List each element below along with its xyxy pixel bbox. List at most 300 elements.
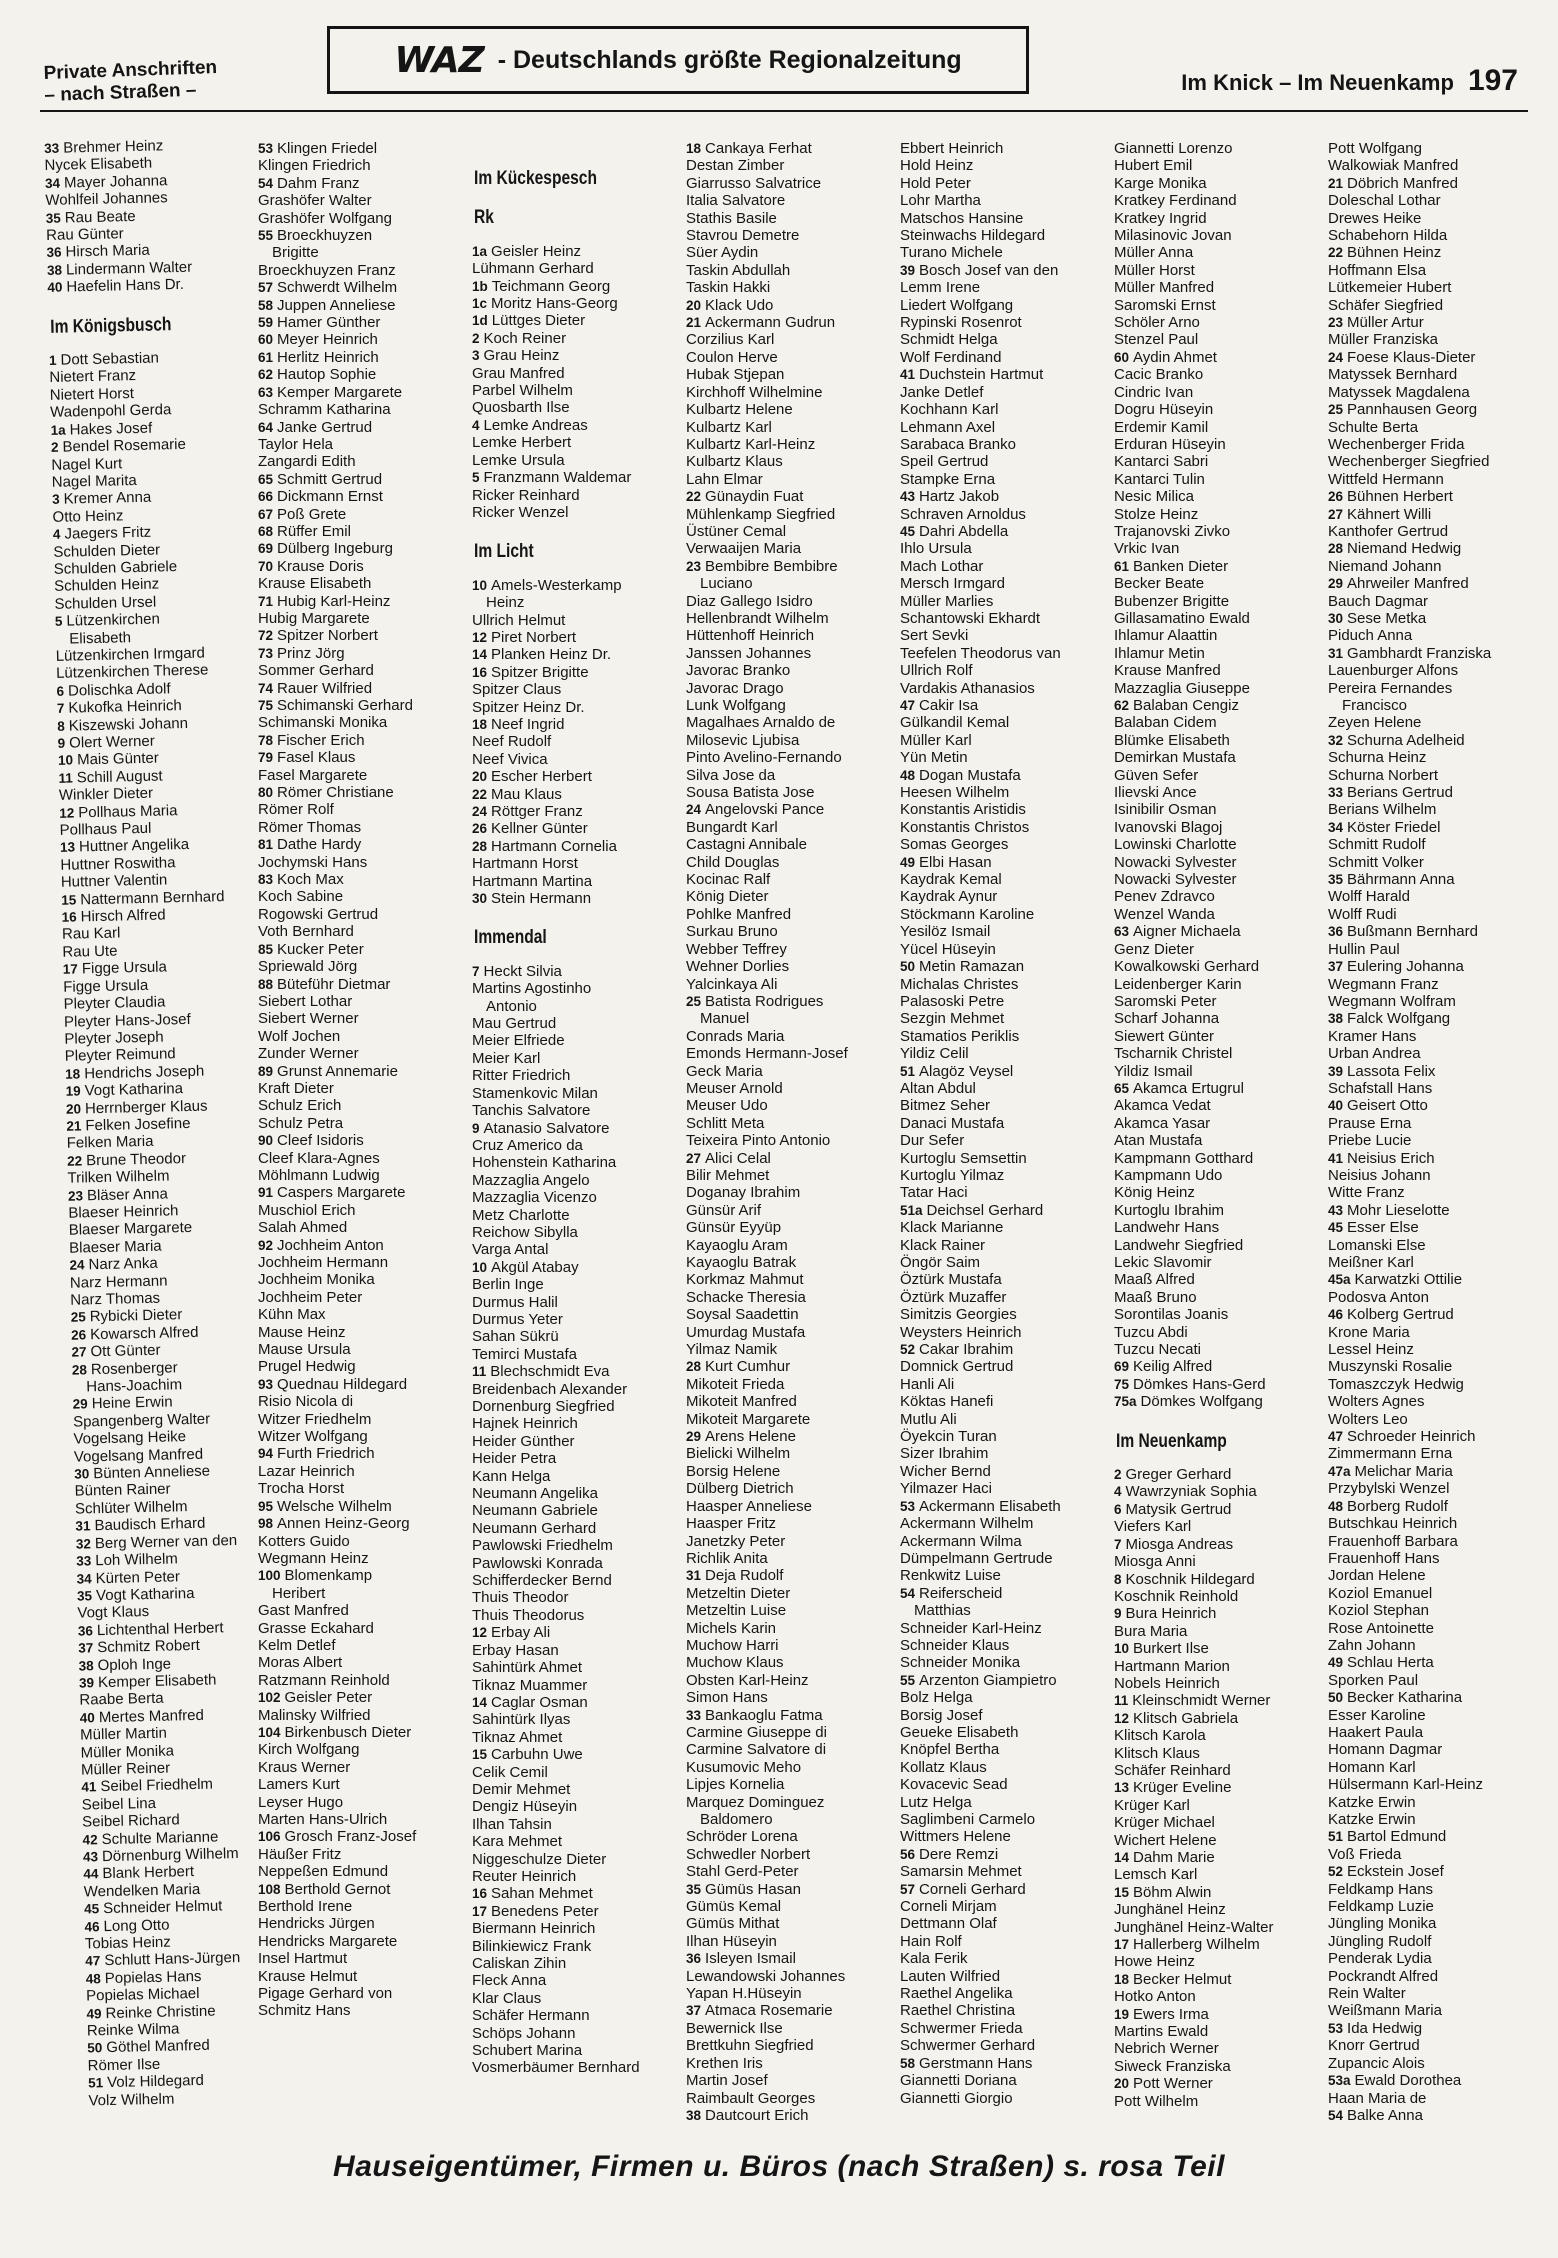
directory-entry xyxy=(1328,1498,1530,1515)
house-number: 21 xyxy=(66,1118,82,1134)
directory-entry xyxy=(900,1184,1102,1201)
directory-entry xyxy=(258,976,460,993)
directory-column xyxy=(900,140,1102,2120)
directory-entry xyxy=(472,1990,674,2007)
resident-name: Koch Reiner xyxy=(483,329,567,347)
house-number: 38 xyxy=(686,2107,702,2120)
resident-name: Pleyter Joseph xyxy=(64,1028,164,1048)
directory-entry xyxy=(900,680,1102,697)
resident-name: Blaeser Heinrich xyxy=(68,1202,179,1222)
resident-name: Krause Doris xyxy=(277,557,364,575)
resident-name: Borberg Rudolf xyxy=(1347,1497,1448,1515)
resident-name: Ahrweiler Manfred xyxy=(1347,575,1469,593)
resident-name: Ott Günter xyxy=(90,1341,161,1361)
resident-name: Kara Mehmet xyxy=(472,1833,563,1851)
resident-name: Müller Reiner xyxy=(80,1759,171,1779)
directory-entry xyxy=(258,1550,460,1567)
resident-name: Pott Wilhelm xyxy=(1114,2092,1199,2110)
resident-name: Blank Herbert xyxy=(102,1863,195,1883)
resident-name: Spitzer Brigitte xyxy=(491,663,589,681)
resident-name: Kolberg Gertrud xyxy=(1347,1306,1454,1324)
directory-entry xyxy=(900,1341,1102,1358)
resident-name: Duchstein Hartmut xyxy=(919,366,1044,384)
resident-name: Lazar Heinrich xyxy=(258,1462,355,1480)
directory-entry xyxy=(1114,1483,1316,1500)
resident-name: Priebe Lucie xyxy=(1328,1132,1412,1150)
resident-name: Koch Sabine xyxy=(258,888,344,906)
resident-name: Taskin Hakki xyxy=(686,279,771,297)
house-number: 17 xyxy=(472,1903,488,1919)
house-number: 49 xyxy=(900,854,916,870)
directory-entry xyxy=(900,1097,1102,1114)
resident-name: Javorac Drago xyxy=(686,679,784,697)
house-number: 65 xyxy=(1114,1080,1130,1096)
resident-name: Giannetti Giorgio xyxy=(900,2089,1013,2107)
resident-name: Vardakis Athanasios xyxy=(900,679,1035,697)
resident-name: Rau Karl xyxy=(61,924,121,944)
resident-name: Taylor Hela xyxy=(258,435,334,453)
resident-name: Gümüs Hasan xyxy=(705,1880,801,1898)
directory-entry xyxy=(1114,331,1316,348)
house-number: 35 xyxy=(1328,872,1344,888)
house-number: 20 xyxy=(472,769,488,785)
resident-name: Lützenkirchen Therese xyxy=(55,661,209,683)
house-number: 64 xyxy=(258,419,274,435)
resident-name: Dahri Abdella xyxy=(919,522,1009,540)
directory-entry xyxy=(472,2025,674,2042)
resident-name: Sorontilas Joanis xyxy=(1114,1306,1229,1324)
entry-continuation xyxy=(472,998,674,1015)
house-number: 2 xyxy=(1114,1467,1122,1483)
resident-name: Neef Vivica xyxy=(472,750,548,768)
resident-name: Borsig Helene xyxy=(686,1462,781,1480)
directory-entry xyxy=(1114,906,1316,923)
resident-name: Erbay Hasan xyxy=(472,1641,559,1659)
resident-name: Saromski Peter xyxy=(1114,992,1217,1010)
resident-name: Rosenberger xyxy=(90,1358,178,1378)
house-number: 31 xyxy=(686,1568,702,1584)
directory-entry xyxy=(900,558,1102,575)
resident-name: Mais Günter xyxy=(76,749,159,769)
directory-entry xyxy=(900,1637,1102,1654)
directory-entry xyxy=(258,1759,460,1776)
directory-entry xyxy=(686,680,888,697)
resident-name: Lützenkirchen xyxy=(66,610,161,630)
directory-entry xyxy=(900,244,1102,261)
resident-name: Stolze Heinz xyxy=(1114,505,1199,523)
directory-entry xyxy=(900,262,1102,279)
directory-entry xyxy=(1114,1045,1316,1062)
directory-entry xyxy=(686,1324,888,1341)
resident-name: Meier Elfriede xyxy=(472,1032,565,1050)
resident-name: Herrnberger Klaus xyxy=(84,1097,208,1117)
resident-name: Kampmann Gotthard xyxy=(1114,1149,1254,1167)
directory-entry xyxy=(258,384,460,401)
resident-name: Kukofka Heinrich xyxy=(68,697,182,717)
directory-entry xyxy=(258,1428,460,1445)
house-number: 108 xyxy=(258,1881,281,1897)
resident-name: Schwerdt Wilhelm xyxy=(277,279,398,297)
resident-name: Magalhaes Arnaldo de xyxy=(686,714,836,732)
resident-name: Möhlmann Ludwig xyxy=(258,1166,380,1184)
resident-name: Seibel Richard xyxy=(81,1811,180,1831)
directory-entry xyxy=(1114,1028,1316,1045)
directory-entry xyxy=(1328,540,1530,557)
resident-name: Blümke Elisabeth xyxy=(1114,731,1230,749)
directory-entry xyxy=(472,1311,674,1328)
resident-name: Milasinovic Jovan xyxy=(1114,227,1232,245)
directory-entry xyxy=(1114,1306,1316,1323)
directory-entry xyxy=(1328,436,1530,453)
directory-entry xyxy=(1114,384,1316,401)
directory-entry xyxy=(472,1711,674,1728)
resident-name: Akgül Atabay xyxy=(491,1258,579,1276)
house-number: 34 xyxy=(44,175,61,191)
house-number: 31 xyxy=(75,1518,91,1534)
resident-name: Jaegers Fritz xyxy=(64,523,152,543)
resident-name: Child Douglas xyxy=(686,853,780,871)
directory-entry xyxy=(1114,1745,1316,1762)
resident-name: Bolz Helga xyxy=(900,1689,973,1707)
house-number: 55 xyxy=(900,1672,916,1688)
resident-name: Prinz Jörg xyxy=(277,644,345,662)
resident-name: Corzilius Karl xyxy=(686,331,775,349)
house-number: 1d xyxy=(472,313,488,329)
directory-entry xyxy=(1328,2072,1530,2089)
resident-name: Kemper Margarete xyxy=(277,383,403,401)
house-number: 62 xyxy=(1114,698,1130,713)
resident-name: Falck Wolfgang xyxy=(1347,1010,1451,1028)
house-number: 24 xyxy=(69,1257,85,1273)
directory-entry xyxy=(900,714,1102,731)
directory-entry xyxy=(472,2042,674,2059)
resident-name: Schöps Johann xyxy=(472,2024,576,2042)
street-heading: Im Königsbusch xyxy=(50,313,172,338)
directory-entry xyxy=(472,980,674,997)
resident-name: Müller Franziska xyxy=(1328,331,1439,349)
resident-name: Becker Helmut xyxy=(1133,1970,1232,1988)
directory-entry xyxy=(258,1689,460,1706)
resident-name: Ackermann Wilma xyxy=(900,1532,1022,1550)
resident-name: Ivanovski Blagoj xyxy=(1114,818,1223,836)
house-number: 27 xyxy=(71,1344,87,1360)
house-number: 63 xyxy=(1114,924,1130,940)
house-number: 88 xyxy=(258,976,274,992)
resident-name: Ewald Dorothea xyxy=(1354,2072,1462,2090)
resident-name: Geck Maria xyxy=(686,1062,763,1080)
resident-name: Schmitz Hans xyxy=(258,2002,351,2020)
resident-name: Tobias Heinz xyxy=(84,1933,172,1953)
directory-entry xyxy=(1114,1692,1316,1709)
resident-name: Cleef Klara-Agnes xyxy=(258,1149,380,1167)
resident-name: Figge Ursula xyxy=(81,958,168,978)
house-number: 9 xyxy=(1114,1606,1122,1622)
directory-entry xyxy=(1328,1515,1530,1532)
directory-entry xyxy=(258,1672,460,1689)
resident-name: Seibel Lina xyxy=(81,1794,157,1814)
directory-column xyxy=(472,140,674,2120)
resident-name: Wendelken Maria xyxy=(83,1880,201,1901)
directory-entry xyxy=(686,1602,888,1619)
resident-name: Geueke Elisabeth xyxy=(900,1723,1019,1741)
resident-name: Müller Karl xyxy=(900,731,972,749)
directory-entry xyxy=(472,1224,674,1241)
resident-name: Yesilöz Ismail xyxy=(900,923,991,941)
house-number: 54 xyxy=(258,175,274,191)
house-number: 28 xyxy=(71,1361,88,1378)
directory-entry xyxy=(258,714,460,731)
directory-entry xyxy=(472,1259,674,1276)
resident-name: Carbuhn Uwe xyxy=(491,1746,583,1764)
house-number: 29 xyxy=(72,1396,88,1413)
directory-entry xyxy=(900,1776,1102,1793)
resident-name: Bühnen Heinz xyxy=(1347,244,1442,262)
resident-name: Brune Theodor xyxy=(86,1149,187,1170)
resident-name: Brettkuhn Siegfried xyxy=(686,2037,814,2055)
resident-name: Schäfer Reinhard xyxy=(1114,1761,1231,1779)
resident-name: Karge Monika xyxy=(1114,174,1207,192)
house-number: 51a xyxy=(900,1202,923,1218)
resident-name: Doganay Ibrahim xyxy=(686,1184,801,1202)
directory-entry xyxy=(686,1080,888,1097)
directory-entry xyxy=(1328,349,1530,366)
house-number: 37 xyxy=(78,1640,94,1656)
directory-entry xyxy=(900,923,1102,940)
directory-entry xyxy=(900,871,1102,888)
directory-entry xyxy=(258,627,460,644)
directory-entry xyxy=(472,1502,674,1519)
resident-name: Cankaya Ferhat xyxy=(705,140,812,157)
directory-entry xyxy=(1114,645,1316,662)
resident-name: Heine Erwin xyxy=(91,1393,173,1413)
directory-entry xyxy=(686,1724,888,1741)
resident-name: Welsche Wilhelm xyxy=(277,1497,392,1515)
resident-name: Kürten Peter xyxy=(95,1567,181,1587)
directory-entry xyxy=(686,2090,888,2107)
resident-name: Felken Maria xyxy=(66,1133,154,1153)
directory-entry xyxy=(258,1080,460,1097)
house-number: 16 xyxy=(472,664,488,680)
house-number: 23 xyxy=(67,1187,84,1204)
house-number: 5 xyxy=(472,470,480,486)
resident-name: Grau Manfred xyxy=(472,364,565,382)
directory-entry xyxy=(1328,1271,1530,1288)
resident-name: Ullrich Rolf xyxy=(900,662,973,680)
directory-entry xyxy=(258,1463,460,1480)
resident-name: Piduch Anna xyxy=(1328,627,1413,645)
directory-entry xyxy=(686,401,888,418)
resident-name: Wegmann Franz xyxy=(1328,975,1439,993)
resident-name: Kulbartz Karl xyxy=(686,418,772,436)
resident-name: Moritz Hans-Georg xyxy=(491,295,618,313)
directory-entry xyxy=(472,1972,674,1989)
resident-name: Simon Hans xyxy=(686,1689,768,1707)
house-number: 33 xyxy=(76,1553,92,1569)
directory-entry xyxy=(472,1868,674,1885)
directory-entry xyxy=(686,2037,888,2054)
directory-entry xyxy=(1328,1915,1530,1932)
resident-name: Janssen Johannes xyxy=(686,644,812,662)
resident-name: Kelm Detlef xyxy=(258,1636,336,1654)
directory-entry xyxy=(900,1445,1102,1462)
resident-name: Tscharnik Christel xyxy=(1114,1045,1233,1063)
header-rule xyxy=(40,110,1528,112)
resident-name: Heinz xyxy=(486,594,525,612)
house-number: 36 xyxy=(1328,924,1344,940)
resident-name: Spitzer Heinz Dr. xyxy=(472,698,585,716)
directory-entry xyxy=(472,1938,674,1955)
directory-entry xyxy=(1114,2093,1316,2110)
resident-name: Salah Ahmed xyxy=(258,1219,348,1237)
resident-name: Weißmann Maria xyxy=(1328,2002,1442,2020)
resident-name: Arens Helene xyxy=(705,1428,796,1446)
directory-entry xyxy=(686,993,888,1010)
resident-name: Lauenburger Alfons xyxy=(1328,662,1459,680)
resident-name: Hotko Anton xyxy=(1114,1988,1196,2006)
directory-entry xyxy=(900,192,1102,209)
resident-name: Silva Jose da xyxy=(686,766,776,784)
resident-name: Muchow Harri xyxy=(686,1636,779,1654)
directory-entry xyxy=(1114,1518,1316,1535)
resident-name: Dahm Franz xyxy=(277,174,360,192)
directory-entry xyxy=(47,275,249,297)
directory-entry xyxy=(258,1376,460,1393)
resident-name: Schantowski Ekhardt xyxy=(900,609,1041,627)
resident-name: Doleschal Lothar xyxy=(1328,192,1441,210)
resident-name: Hans-Joachim xyxy=(86,1376,183,1396)
house-number: 69 xyxy=(258,541,274,557)
directory-entry xyxy=(1328,314,1530,331)
resident-name: Öztürk Mustafa xyxy=(900,1271,1002,1289)
directory-entry xyxy=(1114,1605,1316,1622)
resident-name: Römer Rolf xyxy=(258,801,334,819)
house-number: 48 xyxy=(900,767,916,783)
resident-name: Yücel Hüseyin xyxy=(900,940,996,958)
resident-name: Stamatios Periklis xyxy=(900,1027,1020,1045)
house-number: 21 xyxy=(686,315,702,331)
resident-name: Martin Josef xyxy=(686,2072,768,2090)
resident-name: Koziol Emanuel xyxy=(1328,1584,1433,1602)
resident-name: Kemper Elisabeth xyxy=(97,1671,217,1692)
directory-entry xyxy=(1114,1919,1316,1936)
resident-name: Kiszewski Johann xyxy=(68,714,189,735)
resident-name: Niemand Johann xyxy=(1328,557,1442,575)
directory-entry xyxy=(258,958,460,975)
resident-name: Lahn Elmar xyxy=(686,470,763,488)
directory-entry xyxy=(900,1846,1102,1863)
resident-name: Annen Heinz-Georg xyxy=(277,1515,410,1533)
section-title xyxy=(43,57,218,107)
directory-entry xyxy=(1328,1132,1530,1149)
directory-entry xyxy=(472,1120,674,1137)
directory-entry xyxy=(900,801,1102,818)
house-number: 35 xyxy=(45,210,61,226)
resident-name: Lauten Wilfried xyxy=(900,1967,1001,1985)
house-number: 19 xyxy=(1114,2006,1130,2022)
directory-entry xyxy=(472,873,674,890)
resident-name: Hamer Günther xyxy=(277,314,381,332)
resident-name: Spangenberg Walter xyxy=(72,1410,211,1431)
house-number: 21 xyxy=(1328,175,1344,191)
resident-name: Pawlowski Friedhelm xyxy=(472,1537,613,1555)
directory-entry xyxy=(1114,1115,1316,1132)
house-number: 36 xyxy=(686,1951,702,1967)
directory-entry xyxy=(1328,1741,1530,1758)
directory-entry xyxy=(686,749,888,766)
resident-name: Lindermann Walter xyxy=(65,258,193,279)
resident-name: Kann Helga xyxy=(472,1467,551,1485)
directory-entry xyxy=(1114,1675,1316,1692)
resident-name: König Heinz xyxy=(1114,1184,1195,1202)
resident-name: Vogt Katharina xyxy=(84,1080,184,1100)
resident-name: Balke Anna xyxy=(1347,2106,1423,2120)
resident-name: Hohenstein Katharina xyxy=(472,1154,617,1172)
resident-name: Kirchhoff Wilhelmine xyxy=(686,383,823,401)
directory-entry xyxy=(1114,2058,1316,2075)
directory-entry xyxy=(686,1533,888,1550)
resident-name: Witte Franz xyxy=(1328,1184,1405,1202)
resident-name: Dott Sebastian xyxy=(60,349,160,369)
directory-entry xyxy=(1114,1710,1316,1727)
resident-name: Genz Dieter xyxy=(1114,940,1195,958)
directory-entry xyxy=(900,314,1102,331)
directory-entry xyxy=(1328,662,1530,679)
resident-name: Yilmazer Haci xyxy=(900,1480,992,1498)
resident-name: Saglimbeni Carmelo xyxy=(900,1811,1036,1828)
resident-name: Dümpelmann Gertrude xyxy=(900,1549,1053,1567)
resident-name: Frauenhoff Barbara xyxy=(1328,1532,1458,1550)
resident-name: Arzenton Giampietro xyxy=(919,1671,1057,1689)
directory-entry xyxy=(258,366,460,383)
resident-name: Gümüs Mithat xyxy=(686,1915,780,1933)
directory-entry xyxy=(1328,1620,1530,1637)
house-number: 63 xyxy=(258,384,274,400)
resident-name: Schifferdecker Bernd xyxy=(472,1572,612,1590)
directory-entry xyxy=(686,384,888,401)
resident-name: Ihlo Ursula xyxy=(900,540,972,558)
directory-entry xyxy=(258,1794,460,1811)
directory-entry xyxy=(1114,819,1316,836)
resident-name: Sarabaca Branko xyxy=(900,435,1016,453)
house-number: 35 xyxy=(686,1881,702,1897)
resident-name: Konstantis Christos xyxy=(900,818,1030,836)
resident-name: Haan Maria de xyxy=(1328,2089,1427,2107)
resident-name: Schabehorn Hilda xyxy=(1328,227,1448,245)
directory-entry xyxy=(1114,1623,1316,1640)
resident-name: Ackermann Elisabeth xyxy=(919,1497,1061,1515)
resident-name: Ratzmann Reinhold xyxy=(258,1671,390,1689)
resident-name: Hartz Jakob xyxy=(919,488,1000,506)
resident-name: Schulz Erich xyxy=(258,1097,342,1115)
resident-name: Batista Rodrigues xyxy=(705,992,824,1010)
entry-continuation xyxy=(1328,697,1530,714)
directory-entry xyxy=(1114,1010,1316,1027)
resident-name: Müller Manfred xyxy=(1114,279,1215,297)
house-number: 66 xyxy=(258,489,274,505)
house-number: 15 xyxy=(1114,1884,1130,1900)
house-number: 58 xyxy=(900,2055,916,2071)
house-number: 50 xyxy=(900,959,916,975)
directory-entry xyxy=(1114,227,1316,244)
directory-entry xyxy=(258,1828,460,1845)
house-number: 75 xyxy=(1114,1376,1130,1392)
resident-name: Kaydrak Aynur xyxy=(900,888,998,906)
resident-name: Göthel Manfred xyxy=(106,2037,210,2057)
directory-entry xyxy=(686,801,888,818)
house-number: 24 xyxy=(472,804,488,819)
resident-name: Koschnik Reinhold xyxy=(1114,1587,1239,1605)
resident-name: Krause Helmut xyxy=(258,1967,358,1985)
